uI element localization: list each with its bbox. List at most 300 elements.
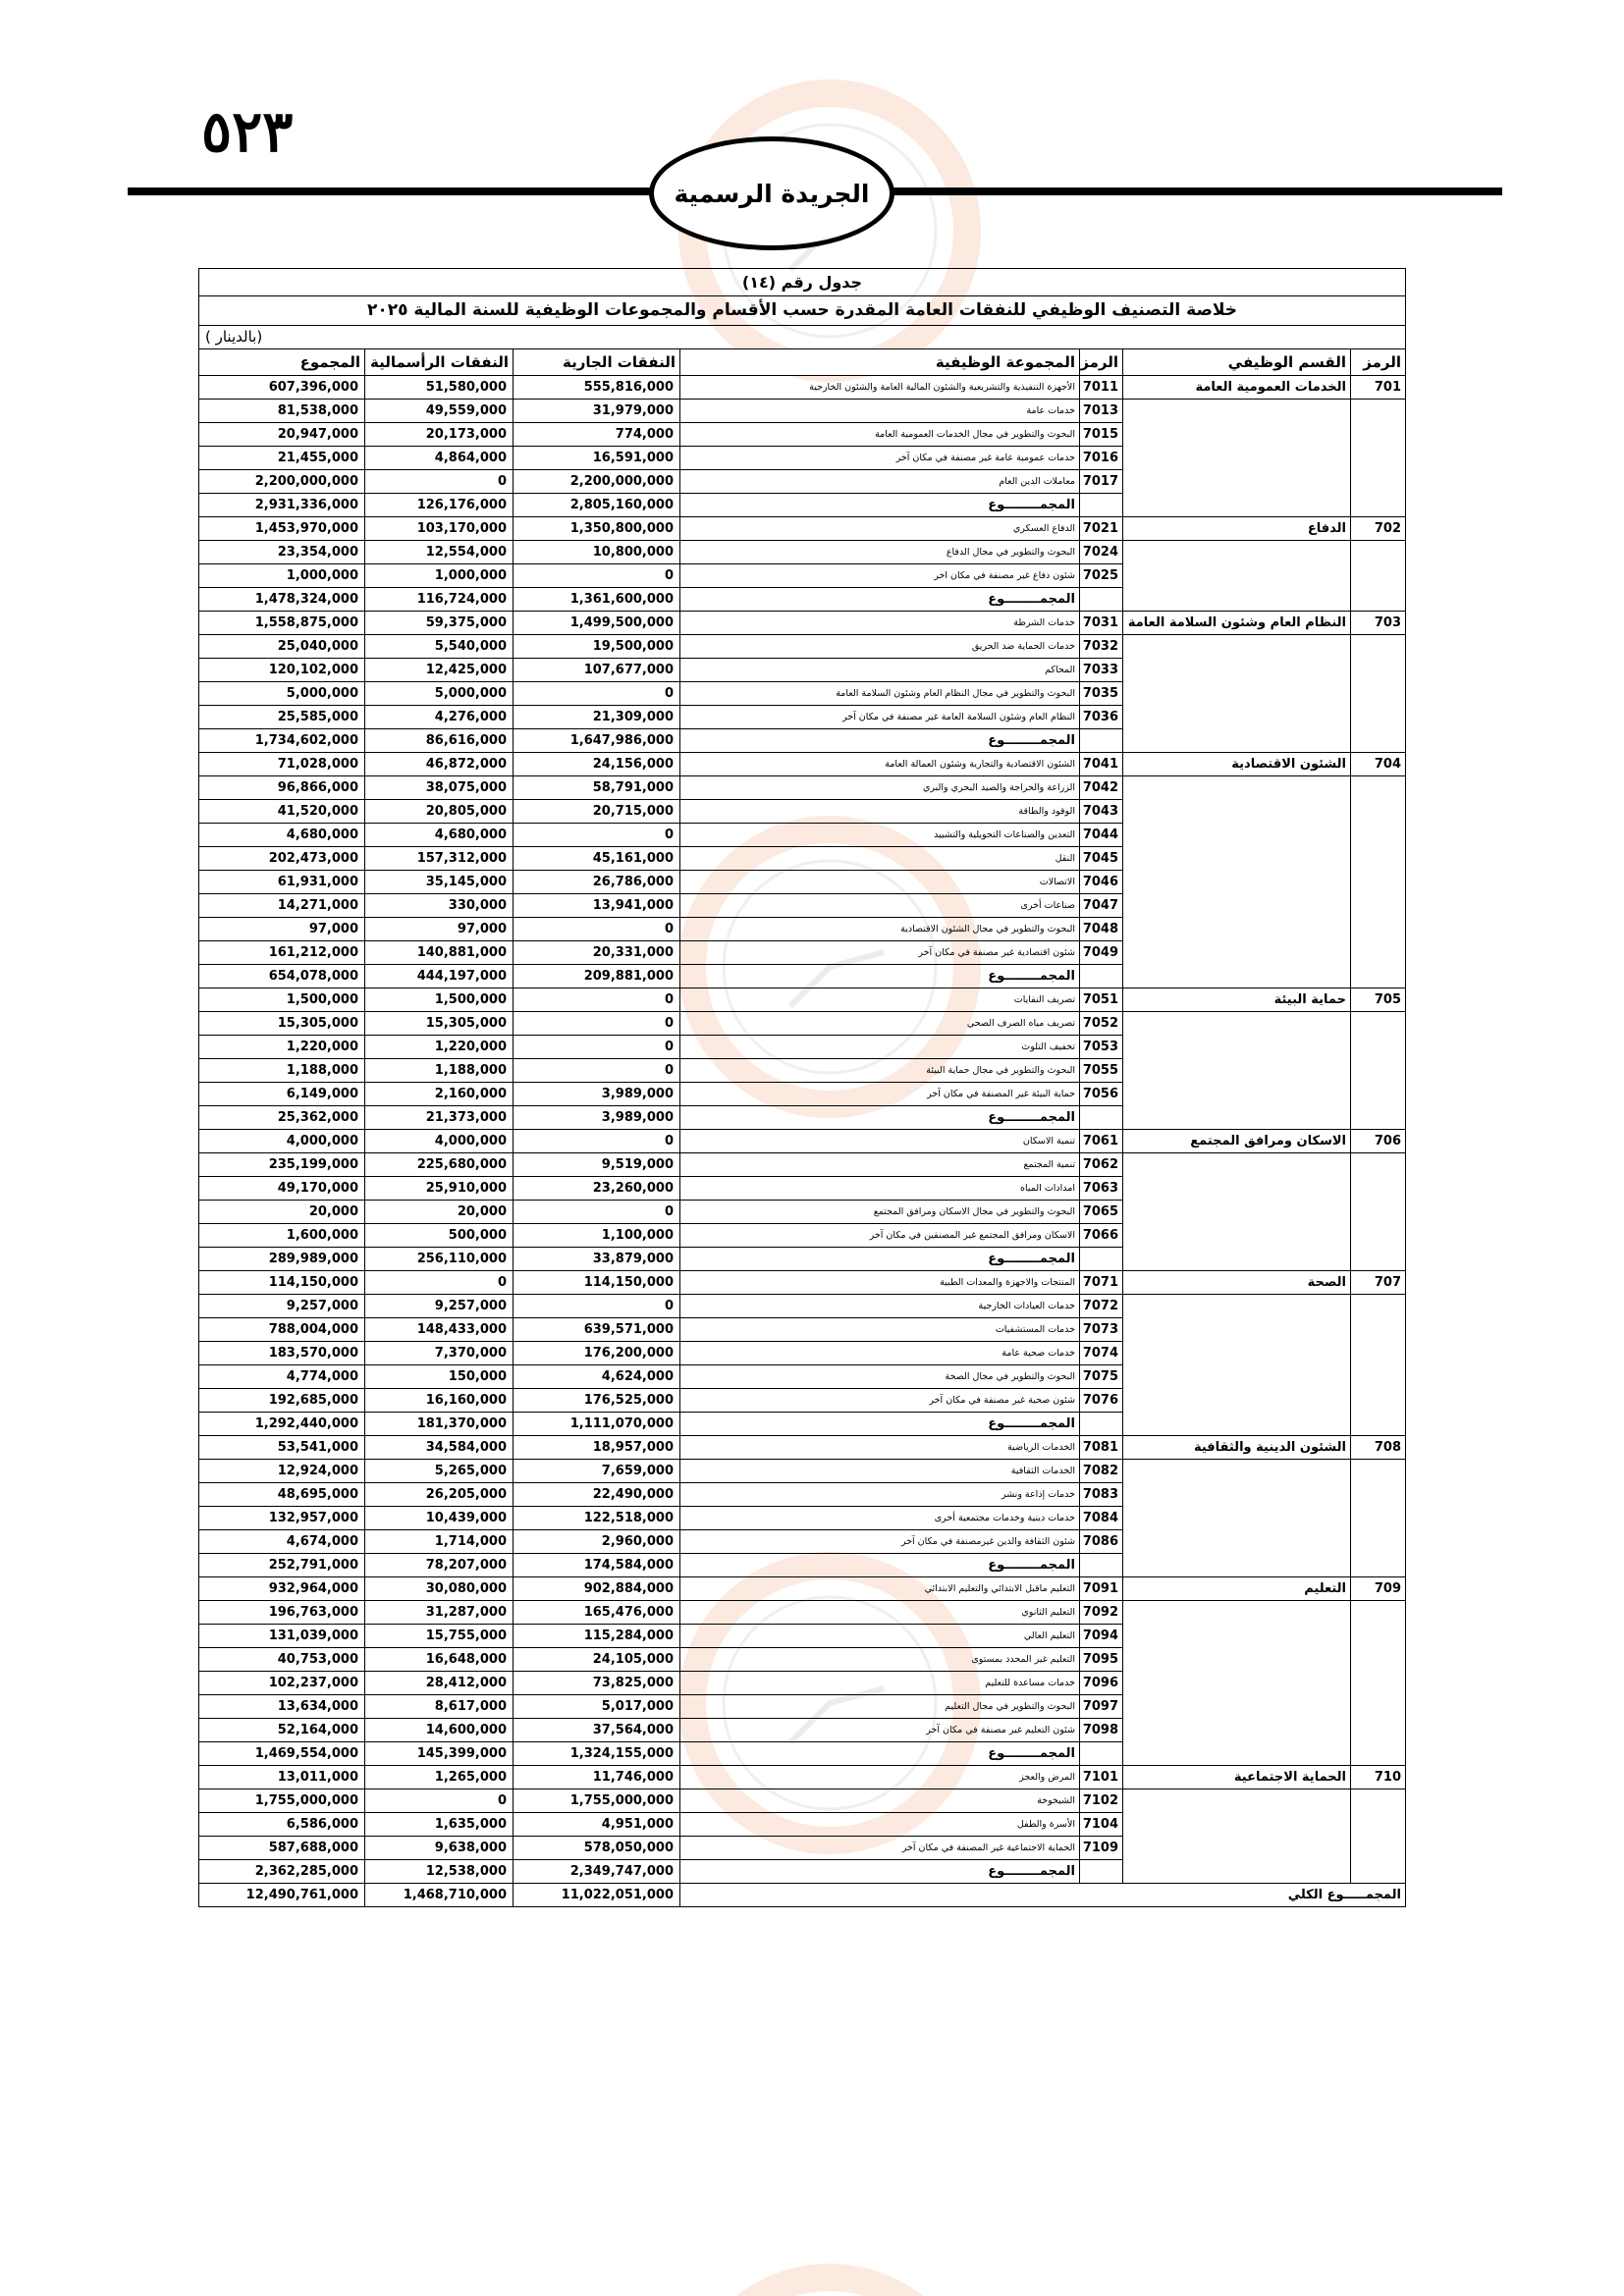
group-code: 7083: [1080, 1483, 1123, 1507]
current-value: 2,200,000,000: [514, 470, 680, 494]
current-value: 20,715,000: [514, 800, 680, 824]
total-value: 102,237,000: [199, 1672, 365, 1695]
group-code-empty: [1080, 1248, 1123, 1271]
table-row: [199, 1201, 1406, 1224]
total-value: 1,188,000: [199, 1059, 365, 1083]
capital-value: 1,000,000: [365, 564, 514, 588]
section-name: التعليم: [1123, 1577, 1351, 1601]
page-number: ٥٢٣: [201, 98, 294, 165]
table-row: [199, 517, 1406, 541]
group-name: خدمات الشرطة: [680, 612, 1080, 635]
subtotal-capital: 256,110,000: [365, 1248, 514, 1271]
current-value: 0: [514, 1012, 680, 1036]
current-value: 9,519,000: [514, 1153, 680, 1177]
current-value: 176,200,000: [514, 1342, 680, 1365]
subtotal-capital: 444,197,000: [365, 965, 514, 988]
section-name: الحماية الاجتماعية: [1123, 1766, 1351, 1789]
section-code-empty: [1351, 894, 1406, 918]
table-row: [199, 1389, 1406, 1413]
current-value: 0: [514, 918, 680, 941]
capital-value: 5,540,000: [365, 635, 514, 659]
table-row: [199, 400, 1406, 423]
total-value: 6,586,000: [199, 1813, 365, 1837]
current-value: 18,957,000: [514, 1436, 680, 1460]
subtotal-label: المجمــــــــوع: [680, 1860, 1080, 1884]
capital-value: 7,370,000: [365, 1342, 514, 1365]
group-name: الزراعة والحراجة والصيد البحري والبري: [680, 776, 1080, 800]
section-code-empty: [1351, 1201, 1406, 1224]
group-code-empty: [1080, 494, 1123, 517]
group-name: معاملات الدين العام: [680, 470, 1080, 494]
group-name: شئون الثقافة والدين غيرمصنفة في مكان آخر: [680, 1530, 1080, 1554]
total-value: 1,600,000: [199, 1224, 365, 1248]
capital-value: 148,433,000: [365, 1318, 514, 1342]
subtotal-capital: 116,724,000: [365, 588, 514, 612]
current-value: 578,050,000: [514, 1837, 680, 1860]
section-name-empty: [1123, 1554, 1351, 1577]
section-name-empty: [1123, 1083, 1351, 1106]
section-name-empty: [1123, 447, 1351, 470]
section-code-empty: [1351, 1295, 1406, 1318]
total-value: 97,000: [199, 918, 365, 941]
group-code: 7033: [1080, 659, 1123, 682]
total-value: 81,538,000: [199, 400, 365, 423]
group-name: خدمات المستشفيات: [680, 1318, 1080, 1342]
section-name: الشئون الاقتصادية: [1123, 753, 1351, 776]
section-code-empty: [1351, 1177, 1406, 1201]
section-name-empty: [1123, 1695, 1351, 1719]
total-value: 14,271,000: [199, 894, 365, 918]
subtotal-label: المجمــــــــوع: [680, 494, 1080, 517]
table-row: [199, 776, 1406, 800]
section-code-empty: [1351, 871, 1406, 894]
current-value: 58,791,000: [514, 776, 680, 800]
group-name: خدمات عمومية عامة غير مصنفة في مكان آخر: [680, 447, 1080, 470]
capital-value: 34,584,000: [365, 1436, 514, 1460]
group-code: 7084: [1080, 1507, 1123, 1530]
table-row: [199, 1766, 1406, 1789]
table-row: [199, 1012, 1406, 1036]
group-name: تخفيف التلوث: [680, 1036, 1080, 1059]
total-value: 53,541,000: [199, 1436, 365, 1460]
section-code-empty: [1351, 1318, 1406, 1342]
group-code: 7051: [1080, 988, 1123, 1012]
subtotal-label: المجمــــــــوع: [680, 729, 1080, 753]
total-value: 25,040,000: [199, 635, 365, 659]
section-name-empty: [1123, 1365, 1351, 1389]
group-code-empty: [1080, 965, 1123, 988]
subtotal-current: 33,879,000: [514, 1248, 680, 1271]
group-code: 7041: [1080, 753, 1123, 776]
section-name-empty: [1123, 1389, 1351, 1413]
section-code-empty: [1351, 1648, 1406, 1672]
section-code-empty: [1351, 1813, 1406, 1837]
section-code-empty: [1351, 494, 1406, 517]
table-row: [199, 1813, 1406, 1837]
total-value: 48,695,000: [199, 1483, 365, 1507]
table-row: [199, 564, 1406, 588]
group-name: التعدين والصناعات التحويلية والتشييد: [680, 824, 1080, 847]
capital-value: 30,080,000: [365, 1577, 514, 1601]
group-name: الأجهزة التنفيذية والتشريعية والشئون المالية العامة والشئون الخارجية: [680, 376, 1080, 400]
group-code-empty: [1080, 1860, 1123, 1884]
group-name: الدفاع العسكري: [680, 517, 1080, 541]
subtotal-total: 252,791,000: [199, 1554, 365, 1577]
section-name-empty: [1123, 800, 1351, 824]
group-code: 7098: [1080, 1719, 1123, 1742]
table-row: [199, 1318, 1406, 1342]
section-name-empty: [1123, 1530, 1351, 1554]
group-code: 7011: [1080, 376, 1123, 400]
group-name: الشئون الاقتصادية والتجارية وشئون العمالة العامة: [680, 753, 1080, 776]
col-group-name: المجموعة الوظيفية: [680, 349, 1080, 376]
capital-value: 49,559,000: [365, 400, 514, 423]
group-name: خدمات دينية وخدمات مجتمعية أخرى: [680, 1507, 1080, 1530]
group-name: خدمات صحية عامة: [680, 1342, 1080, 1365]
capital-value: 20,173,000: [365, 423, 514, 447]
section-name-empty: [1123, 965, 1351, 988]
col-total: المجموع: [199, 349, 365, 376]
group-code: 7074: [1080, 1342, 1123, 1365]
capital-value: 97,000: [365, 918, 514, 941]
section-code: 703: [1351, 612, 1406, 635]
section-name: الشئون الدينية والثقافية: [1123, 1436, 1351, 1460]
total-value: 41,520,000: [199, 800, 365, 824]
current-value: 22,490,000: [514, 1483, 680, 1507]
capital-value: 9,257,000: [365, 1295, 514, 1318]
group-name: صناعات أخرى: [680, 894, 1080, 918]
subtotal-row: [199, 965, 1406, 988]
group-code: 7102: [1080, 1789, 1123, 1813]
current-value: 902,884,000: [514, 1577, 680, 1601]
current-value: 0: [514, 1130, 680, 1153]
section-code-empty: [1351, 1342, 1406, 1365]
group-code: 7065: [1080, 1201, 1123, 1224]
budget-table: [198, 268, 1406, 1907]
group-code: 7031: [1080, 612, 1123, 635]
group-code: 7016: [1080, 447, 1123, 470]
table-row: [199, 1083, 1406, 1106]
section-name: الاسكان ومرافق المجتمع: [1123, 1130, 1351, 1153]
table-row: [199, 1295, 1406, 1318]
current-value: 4,951,000: [514, 1813, 680, 1837]
group-code: 7061: [1080, 1130, 1123, 1153]
section-code-empty: [1351, 1483, 1406, 1507]
current-value: 122,518,000: [514, 1507, 680, 1530]
capital-value: 20,805,000: [365, 800, 514, 824]
current-value: 19,500,000: [514, 635, 680, 659]
subtotal-total: 1,292,440,000: [199, 1413, 365, 1436]
group-code-empty: [1080, 729, 1123, 753]
capital-value: 25,910,000: [365, 1177, 514, 1201]
total-value: 96,866,000: [199, 776, 365, 800]
capital-value: 5,265,000: [365, 1460, 514, 1483]
section-name-empty: [1123, 541, 1351, 564]
section-code: 706: [1351, 1130, 1406, 1153]
current-value: 1,755,000,000: [514, 1789, 680, 1813]
section-name: الصحة: [1123, 1271, 1351, 1295]
section-code-empty: [1351, 1389, 1406, 1413]
current-value: 0: [514, 1201, 680, 1224]
capital-value: 103,170,000: [365, 517, 514, 541]
subtotal-current: 174,584,000: [514, 1554, 680, 1577]
section-code-empty: [1351, 847, 1406, 871]
group-name: البحوث والتطوير في مجال النظام العام وشئون السلامة العامة: [680, 682, 1080, 706]
capital-value: 0: [365, 1789, 514, 1813]
current-value: 7,659,000: [514, 1460, 680, 1483]
section-name-empty: [1123, 1342, 1351, 1365]
section-name-empty: [1123, 1036, 1351, 1059]
subtotal-current: 1,361,600,000: [514, 588, 680, 612]
subtotal-capital: 126,176,000: [365, 494, 514, 517]
group-name: حماية البيئة غير المصنفة في مكان آخر: [680, 1083, 1080, 1106]
total-value: 25,585,000: [199, 706, 365, 729]
capital-value: 4,276,000: [365, 706, 514, 729]
group-name: التعليم الثانوي: [680, 1601, 1080, 1625]
total-value: 4,674,000: [199, 1530, 365, 1554]
group-code: 7081: [1080, 1436, 1123, 1460]
current-value: 0: [514, 824, 680, 847]
section-name: حماية البيئة: [1123, 988, 1351, 1012]
section-code-empty: [1351, 423, 1406, 447]
capital-value: 1,500,000: [365, 988, 514, 1012]
group-name: المنتجات والاجهزة والمعدات الطبية: [680, 1271, 1080, 1295]
capital-value: 16,160,000: [365, 1389, 514, 1413]
group-code: 7072: [1080, 1295, 1123, 1318]
section-name-empty: [1123, 1672, 1351, 1695]
group-code: 7044: [1080, 824, 1123, 847]
section-code-empty: [1351, 800, 1406, 824]
group-code: 7109: [1080, 1837, 1123, 1860]
group-code: 7095: [1080, 1648, 1123, 1672]
current-value: 107,677,000: [514, 659, 680, 682]
table-row: [199, 1695, 1406, 1719]
subtotal-row: [199, 729, 1406, 753]
section-code-empty: [1351, 706, 1406, 729]
table-row: [199, 423, 1406, 447]
table-row: [199, 1648, 1406, 1672]
group-code: 7066: [1080, 1224, 1123, 1248]
total-value: 192,685,000: [199, 1389, 365, 1413]
current-value: 0: [514, 1295, 680, 1318]
table-row: [199, 1672, 1406, 1695]
table-row: [199, 894, 1406, 918]
grand-total-total: 12,490,761,000: [199, 1884, 365, 1907]
section-name-empty: [1123, 1507, 1351, 1530]
group-code: 7094: [1080, 1625, 1123, 1648]
group-name: البحوث والتطوير في مجال الشئون الاقتصادية: [680, 918, 1080, 941]
group-code: 7046: [1080, 871, 1123, 894]
table-subtitle: خلاصة التصنيف الوظيفي للنفقات العامة المقدرة حسب الأقسام والمجموعات الوظيفية للسنة المالية ٢٠٢٥: [199, 296, 1406, 326]
current-value: 176,525,000: [514, 1389, 680, 1413]
col-section-code: الرمز: [1351, 349, 1406, 376]
total-value: 52,164,000: [199, 1719, 365, 1742]
section-code-empty: [1351, 682, 1406, 706]
current-value: 10,800,000: [514, 541, 680, 564]
section-name-empty: [1123, 1059, 1351, 1083]
group-name: خدمات الحماية ضد الحريق: [680, 635, 1080, 659]
section-code: 705: [1351, 988, 1406, 1012]
group-code: 7035: [1080, 682, 1123, 706]
total-value: 1,000,000: [199, 564, 365, 588]
subtotal-total: 1,469,554,000: [199, 1742, 365, 1766]
section-name-empty: [1123, 1106, 1351, 1130]
section-code: 710: [1351, 1766, 1406, 1789]
capital-value: 51,580,000: [365, 376, 514, 400]
section-code-empty: [1351, 1153, 1406, 1177]
section-code-empty: [1351, 1460, 1406, 1483]
total-value: 4,000,000: [199, 1130, 365, 1153]
current-value: 16,591,000: [514, 447, 680, 470]
section-code-empty: [1351, 965, 1406, 988]
table-row: [199, 1177, 1406, 1201]
section-name-empty: [1123, 1201, 1351, 1224]
total-value: 13,634,000: [199, 1695, 365, 1719]
total-value: 120,102,000: [199, 659, 365, 682]
capital-value: 157,312,000: [365, 847, 514, 871]
current-value: 31,979,000: [514, 400, 680, 423]
current-value: 165,476,000: [514, 1601, 680, 1625]
capital-value: 1,188,000: [365, 1059, 514, 1083]
col-section-name: القسم الوظيفي: [1123, 349, 1351, 376]
col-current: النفقات الجارية: [514, 349, 680, 376]
group-code-empty: [1080, 1106, 1123, 1130]
total-value: 61,931,000: [199, 871, 365, 894]
group-code: 7101: [1080, 1766, 1123, 1789]
total-value: 132,957,000: [199, 1507, 365, 1530]
group-name: الحماية الاجتماعية غير المصنفة في مكان آخر: [680, 1837, 1080, 1860]
section-name-empty: [1123, 1318, 1351, 1342]
group-name: خدمات العيادات الخارجية: [680, 1295, 1080, 1318]
group-name: امدادات المياه: [680, 1177, 1080, 1201]
capital-value: 1,635,000: [365, 1813, 514, 1837]
subtotal-capital: 78,207,000: [365, 1554, 514, 1577]
total-value: 587,688,000: [199, 1837, 365, 1860]
group-code: 7013: [1080, 400, 1123, 423]
capital-value: 26,205,000: [365, 1483, 514, 1507]
total-value: 183,570,000: [199, 1342, 365, 1365]
section-code-empty: [1351, 1012, 1406, 1036]
capital-value: 31,287,000: [365, 1601, 514, 1625]
section-code: 702: [1351, 517, 1406, 541]
section-code-empty: [1351, 824, 1406, 847]
section-code-empty: [1351, 1507, 1406, 1530]
total-value: 196,763,000: [199, 1601, 365, 1625]
subtotal-label: المجمــــــــوع: [680, 588, 1080, 612]
current-value: 0: [514, 1059, 680, 1083]
total-value: 114,150,000: [199, 1271, 365, 1295]
group-name: الخدمات الثقافية: [680, 1460, 1080, 1483]
section-name-empty: [1123, 918, 1351, 941]
group-code-empty: [1080, 588, 1123, 612]
group-code: 7096: [1080, 1672, 1123, 1695]
section-code-empty: [1351, 564, 1406, 588]
section-code-empty: [1351, 1083, 1406, 1106]
capital-value: 12,425,000: [365, 659, 514, 682]
capital-value: 46,872,000: [365, 753, 514, 776]
table-row: [199, 1153, 1406, 1177]
group-name: خدمات عامة: [680, 400, 1080, 423]
section-code-empty: [1351, 1695, 1406, 1719]
capital-value: 150,000: [365, 1365, 514, 1389]
section-code-empty: [1351, 941, 1406, 965]
table-row: [199, 447, 1406, 470]
watermark-logo: [692, 2277, 967, 2296]
section-name-empty: [1123, 1625, 1351, 1648]
total-value: 1,755,000,000: [199, 1789, 365, 1813]
subtotal-row: [199, 1860, 1406, 1884]
group-code: 7097: [1080, 1695, 1123, 1719]
current-value: 3,989,000: [514, 1083, 680, 1106]
subtotal-label: المجمــــــــوع: [680, 965, 1080, 988]
total-value: 40,753,000: [199, 1648, 365, 1672]
group-code: 7025: [1080, 564, 1123, 588]
group-name: النظام العام وشئون السلامة العامة غير مصنفة في مكان آخر: [680, 706, 1080, 729]
group-name: المحاكم: [680, 659, 1080, 682]
subtotal-total: 2,362,285,000: [199, 1860, 365, 1884]
group-code: 7091: [1080, 1577, 1123, 1601]
current-value: 5,017,000: [514, 1695, 680, 1719]
header-row: [199, 349, 1406, 376]
group-name: الأسرة والطفل: [680, 1813, 1080, 1837]
section-name-empty: [1123, 1742, 1351, 1766]
group-code: 7045: [1080, 847, 1123, 871]
col-capital: النفقات الرأسمالية: [365, 349, 514, 376]
group-code-empty: [1080, 1413, 1123, 1436]
section-code-empty: [1351, 1601, 1406, 1625]
section-name-empty: [1123, 564, 1351, 588]
subtotal-row: [199, 1742, 1406, 1766]
table-row: [199, 824, 1406, 847]
table-row: [199, 1837, 1406, 1860]
group-code: 7062: [1080, 1153, 1123, 1177]
table-row: [199, 1365, 1406, 1389]
capital-value: 16,648,000: [365, 1648, 514, 1672]
section-name-empty: [1123, 1460, 1351, 1483]
group-name: تصريف مياه الصرف الصحي: [680, 1012, 1080, 1036]
group-code: 7052: [1080, 1012, 1123, 1036]
subtotal-current: 209,881,000: [514, 965, 680, 988]
section-name: الدفاع: [1123, 517, 1351, 541]
group-name: المرض والعجز: [680, 1766, 1080, 1789]
unit-label: (بالدينار ): [199, 326, 1406, 349]
group-code: 7032: [1080, 635, 1123, 659]
section-code-empty: [1351, 1837, 1406, 1860]
section-code-empty: [1351, 1672, 1406, 1695]
table-row: [199, 1460, 1406, 1483]
capital-value: 4,864,000: [365, 447, 514, 470]
group-name: تصريف النفايات: [680, 988, 1080, 1012]
table-row: [199, 753, 1406, 776]
subtotal-label: المجمــــــــوع: [680, 1248, 1080, 1271]
subtotal-label: المجمــــــــوع: [680, 1554, 1080, 1577]
gazette-title: الجريدة الرسمية: [674, 179, 870, 208]
capital-value: 59,375,000: [365, 612, 514, 635]
section-name-empty: [1123, 847, 1351, 871]
group-name: خدمات إذاعة ونشر: [680, 1483, 1080, 1507]
current-value: 26,786,000: [514, 871, 680, 894]
total-value: 15,305,000: [199, 1012, 365, 1036]
group-code: 7021: [1080, 517, 1123, 541]
capital-value: 35,145,000: [365, 871, 514, 894]
section-name-empty: [1123, 1601, 1351, 1625]
section-code: 708: [1351, 1436, 1406, 1460]
current-value: 20,331,000: [514, 941, 680, 965]
subtotal-label: المجمــــــــوع: [680, 1106, 1080, 1130]
table-row: [199, 1577, 1406, 1601]
table-row: [199, 800, 1406, 824]
current-value: 1,499,500,000: [514, 612, 680, 635]
